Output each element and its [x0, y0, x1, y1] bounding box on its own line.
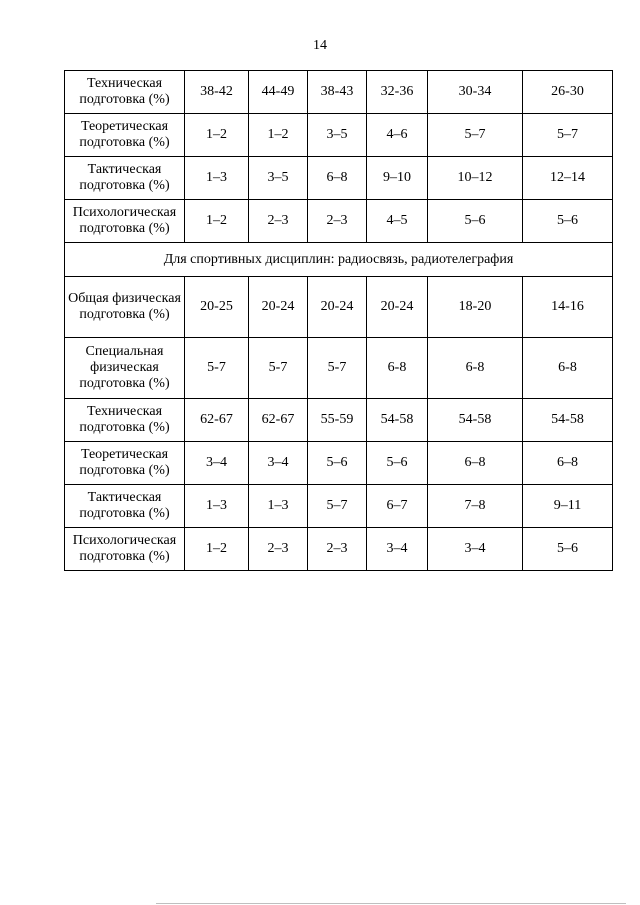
row-label: Техническая подготовка (%) — [65, 399, 185, 442]
table-row — [65, 528, 613, 571]
table-cell: 1–3 — [185, 157, 249, 200]
table-cell: 6-8 — [523, 338, 613, 399]
table-cell: 9–11 — [523, 485, 613, 528]
row-label: Техническая подготовка (%) — [65, 71, 185, 114]
table-cell: 54-58 — [367, 399, 428, 442]
table-row — [65, 200, 613, 243]
row-label: Общая физическая подготовка (%) — [65, 277, 185, 338]
table-cell: 62-67 — [249, 399, 308, 442]
table-cell: 5–6 — [308, 442, 367, 485]
training-norms-table — [64, 70, 613, 571]
row-label: Тактическая подготовка (%) — [65, 485, 185, 528]
table-section — [65, 243, 613, 277]
table-cell: 6–8 — [308, 157, 367, 200]
table-cell: 1–2 — [185, 114, 249, 157]
row-label: Тактическая подготовка (%) — [65, 157, 185, 200]
table-cell: 5-7 — [249, 338, 308, 399]
table-cell: 4–6 — [367, 114, 428, 157]
table-cell: 1–2 — [185, 528, 249, 571]
table-cell: 5–7 — [308, 485, 367, 528]
table-cell: 5–6 — [367, 442, 428, 485]
scan-edge-line — [156, 903, 626, 904]
table-cell: 1–2 — [249, 114, 308, 157]
table-cell: 1–3 — [249, 485, 308, 528]
table-cell: 2–3 — [249, 528, 308, 571]
table-cell: 5-7 — [308, 338, 367, 399]
section-header-row — [65, 243, 613, 277]
table-cell: 6-8 — [367, 338, 428, 399]
row-label: Психологическая подготовка (%) — [65, 200, 185, 243]
table-cell: 20-24 — [308, 277, 367, 338]
table-cell: 20-25 — [185, 277, 249, 338]
row-label: Теоретическая подготовка (%) — [65, 114, 185, 157]
row-label: Специальная физическая подготовка (%) — [65, 338, 185, 399]
table-cell: 6–8 — [523, 442, 613, 485]
table-cell: 26-30 — [523, 71, 613, 114]
table-body-bottom — [65, 277, 613, 571]
table-cell: 9–10 — [367, 157, 428, 200]
table-cell: 38-43 — [308, 71, 367, 114]
table-body-top — [65, 71, 613, 243]
table-cell: 3–4 — [249, 442, 308, 485]
table-cell: 7–8 — [428, 485, 523, 528]
table-row — [65, 71, 613, 114]
table-cell: 38-42 — [185, 71, 249, 114]
table-row — [65, 442, 613, 485]
table-cell: 54-58 — [428, 399, 523, 442]
table-cell: 2–3 — [308, 200, 367, 243]
table-cell: 2–3 — [249, 200, 308, 243]
table-cell: 6–7 — [367, 485, 428, 528]
table-row — [65, 399, 613, 442]
table-row — [65, 157, 613, 200]
table-cell: 3–4 — [185, 442, 249, 485]
table-cell: 18-20 — [428, 277, 523, 338]
table-cell: 20-24 — [249, 277, 308, 338]
table-cell: 12–14 — [523, 157, 613, 200]
table-row — [65, 114, 613, 157]
table-cell: 3–4 — [428, 528, 523, 571]
table-cell: 5–7 — [428, 114, 523, 157]
table-cell: 62-67 — [185, 399, 249, 442]
table-cell: 4–5 — [367, 200, 428, 243]
table-cell: 14-16 — [523, 277, 613, 338]
section-title: Для спортивных дисциплин: радиосвязь, радиотелеграфия — [65, 243, 613, 277]
table-cell: 6–8 — [428, 442, 523, 485]
row-label: Теоретическая подготовка (%) — [65, 442, 185, 485]
table-cell: 3–4 — [367, 528, 428, 571]
table-cell: 3–5 — [308, 114, 367, 157]
table-cell: 55-59 — [308, 399, 367, 442]
table-row — [65, 485, 613, 528]
table-cell: 1–3 — [185, 485, 249, 528]
table-cell: 32-36 — [367, 71, 428, 114]
table-cell: 5–6 — [523, 528, 613, 571]
table-cell: 6-8 — [428, 338, 523, 399]
table-cell: 5–7 — [523, 114, 613, 157]
table-cell: 10–12 — [428, 157, 523, 200]
table-cell: 44-49 — [249, 71, 308, 114]
table-cell: 54-58 — [523, 399, 613, 442]
table-row — [65, 338, 613, 399]
table-cell: 5–6 — [428, 200, 523, 243]
table-cell: 30-34 — [428, 71, 523, 114]
table-cell: 3–5 — [249, 157, 308, 200]
row-label: Психологическая подготовка (%) — [65, 528, 185, 571]
page-number: 14 — [313, 38, 327, 53]
table-cell: 5-7 — [185, 338, 249, 399]
table-cell: 5–6 — [523, 200, 613, 243]
table-cell: 20-24 — [367, 277, 428, 338]
table-cell: 2–3 — [308, 528, 367, 571]
table-cell: 1–2 — [185, 200, 249, 243]
table-row — [65, 277, 613, 338]
